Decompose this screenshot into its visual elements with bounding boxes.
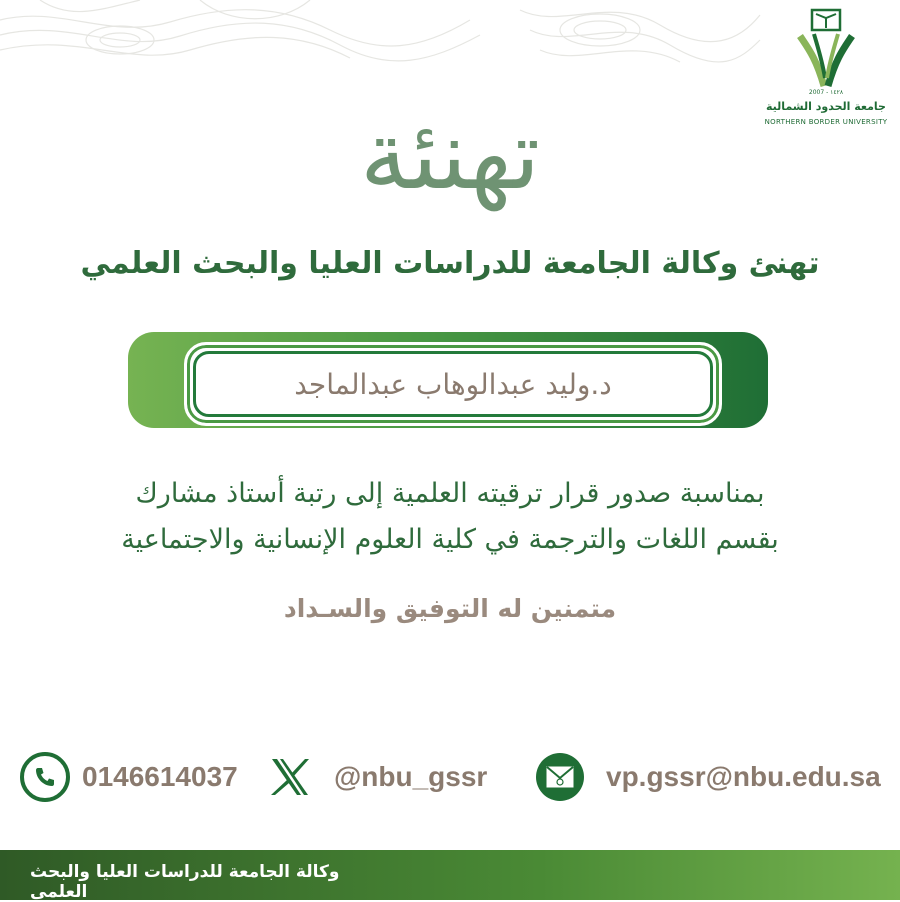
- occasion-line-1: بمناسبة صدور قرار ترقيته العلمية إلى رتبة أستاذ مشارك: [135, 478, 765, 509]
- footer-bar: [0, 850, 900, 900]
- university-logo: [762, 8, 890, 133]
- x-contact[interactable]: [268, 752, 487, 802]
- logo-year: 2007 - ١٤٢٨: [808, 89, 844, 96]
- logo-name-arabic: جامعة الحدود الشمالية: [766, 100, 886, 113]
- page-title: تهنئة: [359, 99, 541, 211]
- phone-contact[interactable]: [20, 752, 238, 802]
- x-logo-icon: [268, 755, 312, 799]
- email-address[interactable]: vp.gssr@nbu.edu.sa: [606, 761, 881, 792]
- subtitle: تهنئ وكالة الجامعة للدراسات العليا والبحث العلمي: [80, 246, 820, 281]
- footer-text: وكالة الجامعة للدراسات العليا والبحث العلمي: [30, 862, 340, 902]
- phone-icon: [20, 752, 70, 802]
- closing-wish: متمنين له التوفيق والسـداد: [283, 594, 617, 623]
- phone-number[interactable]: 0146614037: [82, 761, 238, 792]
- honoree-name-frame: [193, 351, 713, 417]
- honoree-name: د.وليد عبدالوهاب عبدالماجد: [294, 368, 612, 401]
- x-handle[interactable]: @nbu_gssr: [334, 761, 488, 792]
- email-contact[interactable]: [536, 752, 881, 802]
- occasion-line-2: بقسم اللغات والترجمة في كلية العلوم الإنسانية والاجتماعية: [121, 524, 779, 555]
- honoree-name-box: [184, 342, 722, 426]
- university-emblem-icon: [794, 8, 858, 88]
- logo-name-english: NORTHERN BORDER UNIVERSITY: [764, 118, 888, 126]
- envelope-icon: [536, 753, 584, 801]
